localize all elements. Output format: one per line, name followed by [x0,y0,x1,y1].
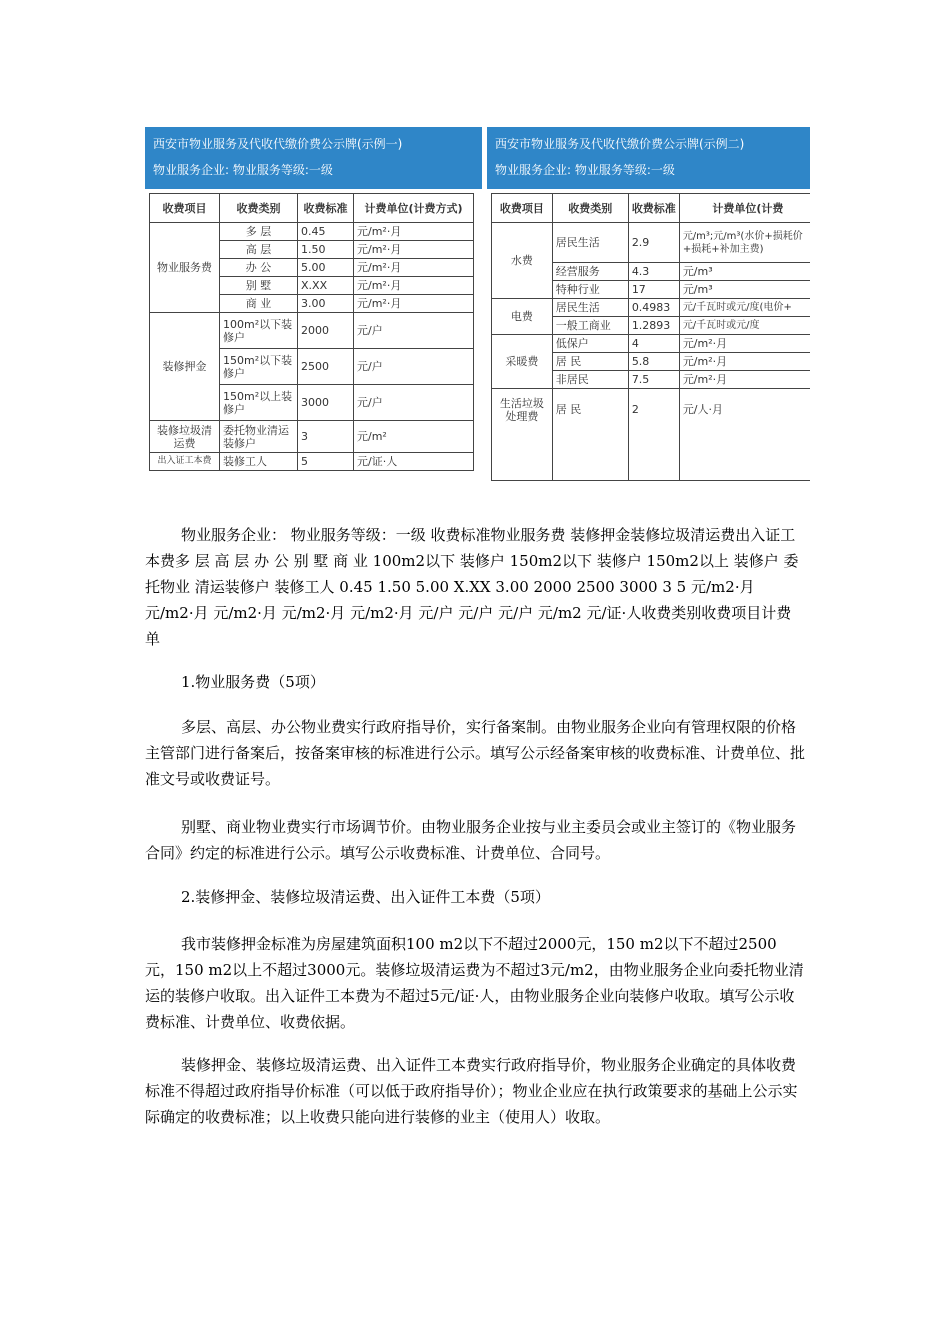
fee-standard-cell: 2 [628,389,679,481]
fee-standard-cell: 1.50 [298,241,354,259]
fee-unit-cell: 元/m³ [679,263,810,281]
table-row [492,389,811,481]
fee-unit-cell: 元/m³ [679,281,810,299]
ocr-text-paragraph [145,522,805,652]
fee-item-cell: 水费 [492,223,553,299]
column-header: 收费类别 [552,194,628,223]
table-row [492,335,811,353]
fee-unit-cell: 元/m²·月 [354,223,474,241]
paragraph: 物业服务企业： 物业服务等级：一级 收费标准物业服务费 装修押金装修垃圾清运费出入证工本费多 层 高 层 办 公 别 墅 商 业 100m2以下 装修户 150m2以下 装修户 150m2以上 装修户 委托物业 清运装修户 装修工人 0.45 1.50 5.00 X.XX 3.00 2000 2500 3000 3 5 元/m2·月 元/m2·月 元/m2·月 元/m2·月 元/m2·月 元/户 元/户 元/户 元/m2 元/证·人收费类别收费项目计费单 [145,526,799,648]
column-header: 收费类别 [220,194,298,223]
table-row [492,299,811,317]
fee-type-cell: 经营服务 [552,263,628,281]
fee-standard-cell: X.XX [298,277,354,295]
paragraph-block [145,931,805,1035]
fee-type-cell: 低保户 [552,335,628,353]
fee-unit-cell: 元/户 [354,349,474,385]
fee-unit-cell: 元/m²·月 [354,259,474,277]
fee-type-cell: 一般工商业 [552,317,628,335]
fee-item-cell: 生活垃圾处理费 [492,389,553,481]
fee-standard-cell: 5 [298,453,354,471]
paragraph: 别墅、商业物业费实行市场调节价。由物业服务企业按与业主委员会或业主签订的《物业服务合同》约定的标准进行公示。填写公示收费标准、计费单位、合同号。 [145,818,797,862]
table-row [492,223,811,263]
fee-type-cell: 办 公 [220,259,298,277]
fee-standard-cell: 0.45 [298,223,354,241]
column-header: 收费项目 [150,194,220,223]
fee-standard-cell: 2000 [298,313,354,349]
fee-unit-cell: 元/m²·月 [354,277,474,295]
fee-type-cell: 100m²以下装修户 [220,313,298,349]
paragraph-block [145,814,805,866]
fee-type-cell: 150m²以上装修户 [220,385,298,421]
section-heading-2-block [145,884,805,910]
fee-item-cell: 装修押金 [150,313,220,421]
fee-type-cell: 居民生活 [552,299,628,317]
section-heading: 1.物业服务费（5项） [181,673,325,691]
column-header: 计费单位(计费 [679,194,810,223]
notice-title: 西安市物业服务及代收代缴价费公示牌(示例二) [495,137,745,151]
fee-standard-cell: 5.8 [628,353,679,371]
fee-standard-cell: 7.5 [628,371,679,389]
section-heading-1-block [145,669,805,695]
notice-header [145,127,482,189]
paragraph: 多层、高层、办公物业费实行政府指导价，实行备案制。由物业服务企业向有管理权限的价格主管部门进行备案后，按备案审核的标准进行公示。填写公示经备案审核的收费标准、计费单位、批准文号或收费证号。 [145,718,806,788]
fee-item-cell: 出入证工本费 [150,453,220,471]
fee-type-cell: 别 墅 [220,277,298,295]
fee-standard-cell: 4 [628,335,679,353]
table-header-row [150,194,474,223]
section-heading: 2.装修押金、装修垃圾清运费、出入证件工本费（5项） [181,888,550,906]
fee-standard-cell: 1.2893 [628,317,679,335]
fee-unit-cell: 元/千瓦时或元/度(电价+ [679,299,810,317]
fee-item-cell: 物业服务费 [150,223,220,313]
table-row [150,223,474,241]
fee-unit-cell: 元/m² [354,421,474,453]
fee-unit-cell: 元/m³;元/m³(水价+损耗价+损耗+补加主费) [679,223,810,263]
column-header: 收费项目 [492,194,553,223]
column-header: 收费标准 [628,194,679,223]
fee-table-2 [491,193,810,481]
notice-title: 西安市物业服务及代收代缴价费公示牌(示例一) [153,137,403,151]
fee-standard-cell: 2500 [298,349,354,385]
fee-standard-cell: 17 [628,281,679,299]
paragraph: 我市装修押金标准为房屋建筑面积100 m2以下不超过2000元，150 m2以下不超过2500元，150 m2以上不超过3000元。装修垃圾清运费为不超过3元/m2，由物业服务企业向委托物业清运的装修户收取。出入证件工本费为不超过5元/证·人，由物业服务企业向装修户收取。填写公示收费标准、计费单位、收费依据。 [145,935,804,1031]
table-row [150,313,474,349]
fee-unit-cell: 元/m²·月 [679,335,810,353]
notice-header [487,127,810,189]
notice-subtitle: 物业服务企业: 物业服务等级:一级 [153,163,333,177]
paragraph-block [145,714,805,792]
fee-standard-cell: 3 [298,421,354,453]
fee-table-1 [149,193,474,471]
fee-type-cell: 居民生活 [552,223,628,263]
fee-type-cell: 多 层 [220,223,298,241]
fee-unit-cell: 元/户 [354,313,474,349]
fee-type-cell: 委托物业清运装修户 [220,421,298,453]
fee-item-cell: 装修垃圾清运费 [150,421,220,453]
paragraph-block [145,1052,805,1130]
fee-type-cell: 150m²以下装修户 [220,349,298,385]
fee-type-cell: 高 层 [220,241,298,259]
notice-board-example-1 [145,127,482,492]
column-header: 收费标准 [298,194,354,223]
fee-standard-cell: 4.3 [628,263,679,281]
fee-unit-cell: 元/m²·月 [679,353,810,371]
fee-unit-cell: 元/户 [354,385,474,421]
fee-unit-cell: 元/m²·月 [354,241,474,259]
paragraph: 装修押金、装修垃圾清运费、出入证件工本费实行政府指导价，物业服务企业确定的具体收费标准不得超过政府指导价标准（可以低于政府指导价）；物业企业应在执行政策要求的基础上公示实际确定的收费标准；以上收费只能向进行装修的业主（使用人）收取。 [145,1056,798,1126]
fee-notice-figure [145,127,810,492]
notice-subtitle: 物业服务企业: 物业服务等级:一级 [495,163,675,177]
fee-standard-cell: 5.00 [298,259,354,277]
fee-type-cell: 居 民 [552,389,628,481]
fee-unit-cell: 元/千瓦时或元/度 [679,317,810,335]
fee-type-cell: 非居民 [552,371,628,389]
fee-item-cell: 采暖费 [492,335,553,389]
fee-unit-cell: 元/证·人 [354,453,474,471]
fee-type-cell: 装修工人 [220,453,298,471]
fee-standard-cell: 3000 [298,385,354,421]
fee-type-cell: 特种行业 [552,281,628,299]
fee-unit-cell: 元/m²·月 [679,371,810,389]
fee-type-cell: 居 民 [552,353,628,371]
table-header-row [492,194,811,223]
table-row [150,453,474,471]
fee-standard-cell: 2.9 [628,223,679,263]
fee-unit-cell: 元/m²·月 [354,295,474,313]
fee-type-cell: 商 业 [220,295,298,313]
table-row [150,421,474,453]
fee-item-cell: 电费 [492,299,553,335]
fee-standard-cell: 0.4983 [628,299,679,317]
notice-board-example-2 [487,127,810,492]
fee-standard-cell: 3.00 [298,295,354,313]
fee-unit-cell: 元/人·月 [679,389,810,481]
column-header: 计费单位(计费方式) [354,194,474,223]
